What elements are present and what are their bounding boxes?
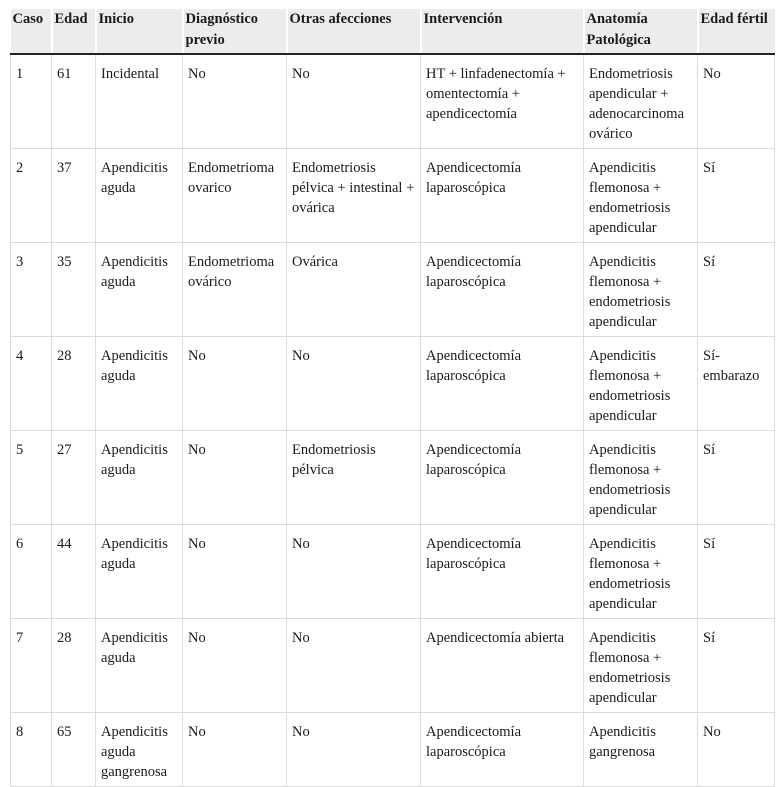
cell-anatomia-patologica: Apendicitis gangrenosa	[584, 713, 698, 787]
header-edad: Edad	[52, 9, 96, 54]
cell-edad: 44	[52, 525, 96, 619]
cell-inicio: Incidental	[96, 54, 183, 149]
cell-edad: 28	[52, 619, 96, 713]
cell-intervencion: Apendicectomía laparoscópica	[421, 243, 584, 337]
header-caso: Caso	[11, 9, 52, 54]
case-table-container	[10, 9, 774, 787]
cell-diagnostico-previo: Endometrioma ovarico	[183, 149, 287, 243]
cell-inicio: Apendicitis aguda	[96, 619, 183, 713]
cell-edad-fertil: Sí-embarazo	[698, 337, 775, 431]
cell-intervencion: Apendicectomía laparoscópica	[421, 713, 584, 787]
table-row	[11, 243, 775, 337]
cell-diagnostico-previo: No	[183, 713, 287, 787]
cell-intervencion: Apendicectomía abierta	[421, 619, 584, 713]
header-inicio: Inicio	[96, 9, 183, 54]
cell-edad: 65	[52, 713, 96, 787]
cell-edad-fertil: Sí	[698, 243, 775, 337]
cell-otras-afecciones: Endometriosis pélvica	[287, 431, 421, 525]
cell-edad-fertil: Sí	[698, 149, 775, 243]
cell-diagnostico-previo: No	[183, 431, 287, 525]
cell-inicio: Apendicitis aguda	[96, 431, 183, 525]
cell-otras-afecciones: No	[287, 337, 421, 431]
cell-anatomia-patologica: Apendicitis flemonosa + endometriosis apendicular	[584, 337, 698, 431]
cell-anatomia-patologica: Apendicitis flemonosa + endometriosis apendicular	[584, 525, 698, 619]
cell-intervencion: Apendicectomía laparoscópica	[421, 431, 584, 525]
cell-caso: 8	[11, 713, 52, 787]
cell-otras-afecciones: No	[287, 713, 421, 787]
cell-edad: 28	[52, 337, 96, 431]
header-intervencion: Intervención	[421, 9, 584, 54]
cell-inicio: Apendicitis aguda	[96, 243, 183, 337]
table-row	[11, 431, 775, 525]
cell-anatomia-patologica: Endometriosis apendicular + adenocarcinoma ovárico	[584, 54, 698, 149]
cell-otras-afecciones: Ovárica	[287, 243, 421, 337]
cell-otras-afecciones: Endometriosis pélvica + intestinal + ovárica	[287, 149, 421, 243]
table-row	[11, 713, 775, 787]
table-row	[11, 149, 775, 243]
cell-edad-fertil: No	[698, 713, 775, 787]
table-header-row	[11, 9, 775, 54]
header-otras-afecciones: Otras afecciones	[287, 9, 421, 54]
cell-anatomia-patologica: Apendicitis flemonosa + endometriosis apendicular	[584, 431, 698, 525]
header-edad-fertil: Edad fértil	[698, 9, 775, 54]
cell-inicio: Apendicitis aguda	[96, 149, 183, 243]
cell-otras-afecciones: No	[287, 54, 421, 149]
cell-caso: 2	[11, 149, 52, 243]
cell-diagnostico-previo: No	[183, 337, 287, 431]
cell-edad: 37	[52, 149, 96, 243]
cell-diagnostico-previo: No	[183, 54, 287, 149]
cell-intervencion: Apendicectomía laparoscópica	[421, 149, 584, 243]
table-row	[11, 337, 775, 431]
table-row	[11, 525, 775, 619]
cell-edad-fertil: Sí	[698, 525, 775, 619]
cell-diagnostico-previo: Endometrioma ovárico	[183, 243, 287, 337]
cell-otras-afecciones: No	[287, 525, 421, 619]
cell-edad: 35	[52, 243, 96, 337]
cell-intervencion: Apendicectomía laparoscópica	[421, 337, 584, 431]
table-row	[11, 619, 775, 713]
cell-intervencion: HT + linfadenectomía + omentectomía + apendicectomía	[421, 54, 584, 149]
cell-caso: 4	[11, 337, 52, 431]
cell-caso: 7	[11, 619, 52, 713]
table-row	[11, 54, 775, 149]
cell-inicio: Apendicitis aguda gangrenosa	[96, 713, 183, 787]
header-diagnostico-previo: Diagnóstico previo	[183, 9, 287, 54]
cell-caso: 3	[11, 243, 52, 337]
cell-caso: 1	[11, 54, 52, 149]
case-table	[10, 9, 775, 787]
cell-edad-fertil: Sí	[698, 431, 775, 525]
cell-edad-fertil: No	[698, 54, 775, 149]
cell-caso: 6	[11, 525, 52, 619]
cell-inicio: Apendicitis aguda	[96, 525, 183, 619]
cell-otras-afecciones: No	[287, 619, 421, 713]
cell-edad-fertil: Sí	[698, 619, 775, 713]
cell-diagnostico-previo: No	[183, 619, 287, 713]
cell-intervencion: Apendicectomía laparoscópica	[421, 525, 584, 619]
cell-caso: 5	[11, 431, 52, 525]
cell-anatomia-patologica: Apendicitis flemonosa + endometriosis apendicular	[584, 149, 698, 243]
cell-anatomia-patologica: Apendicitis flemonosa + endometriosis apendicular	[584, 243, 698, 337]
header-anatomia-patologica: Anatomía Patológica	[584, 9, 698, 54]
cell-diagnostico-previo: No	[183, 525, 287, 619]
cell-inicio: Apendicitis aguda	[96, 337, 183, 431]
cell-edad: 61	[52, 54, 96, 149]
cell-anatomia-patologica: Apendicitis flemonosa + endometriosis apendicular	[584, 619, 698, 713]
cell-edad: 27	[52, 431, 96, 525]
